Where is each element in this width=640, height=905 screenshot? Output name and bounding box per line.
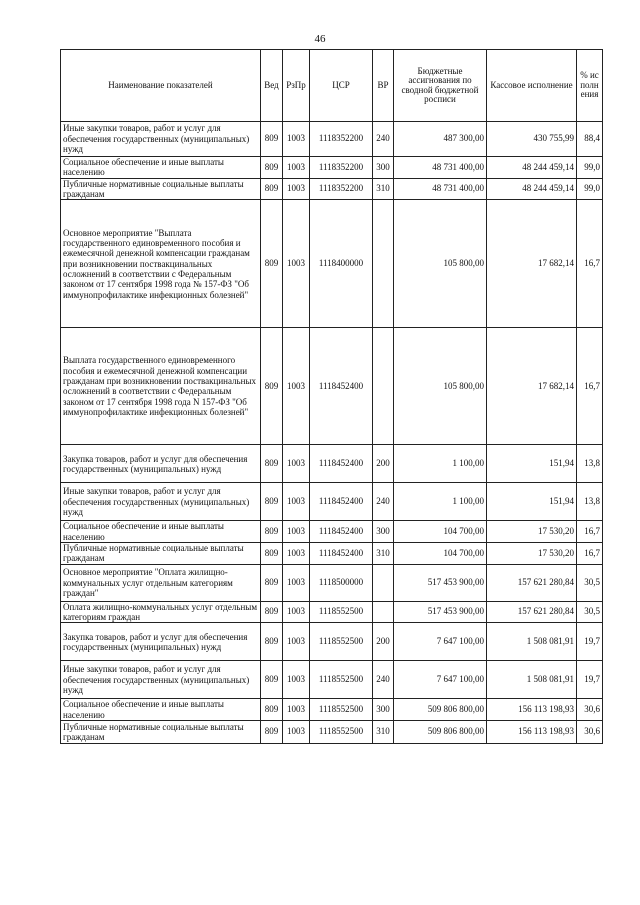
table-row [61,521,603,543]
cell-csr: 1118352200 [310,178,373,200]
cell-percent: 16,7 [577,521,603,543]
table-row [61,661,603,699]
cell-ved: 809 [261,601,283,623]
cell-assignments: 487 300,00 [394,122,487,157]
cell-assignments: 105 800,00 [394,328,487,445]
cell-vr [373,564,394,601]
cell-assignments: 105 800,00 [394,200,487,328]
cell-vr: 310 [373,543,394,565]
cell-csr: 1118552500 [310,623,373,661]
cell-vr [373,328,394,445]
table-row [61,721,603,744]
budget-table [60,49,603,744]
cell-ved: 809 [261,328,283,445]
cell-ved: 809 [261,623,283,661]
cell-percent: 30,6 [577,699,603,721]
table-row [61,483,603,521]
cell-rzpr: 1003 [283,661,310,699]
cell-name: Иные закупки товаров, работ и услуг для обеспечения государственных (муниципальных) нужд [61,483,261,521]
cell-vr: 300 [373,157,394,179]
cell-percent: 88,4 [577,122,603,157]
cell-rzpr: 1003 [283,699,310,721]
header-vr: ВР [373,50,394,122]
cell-rzpr: 1003 [283,564,310,601]
cell-percent: 16,7 [577,328,603,445]
cell-assignments: 104 700,00 [394,521,487,543]
cell-percent: 30,5 [577,601,603,623]
table-row [61,543,603,565]
cell-csr: 1118452400 [310,445,373,483]
cell-ved: 809 [261,521,283,543]
cell-percent: 16,7 [577,200,603,328]
cell-vr: 310 [373,178,394,200]
cell-rzpr: 1003 [283,445,310,483]
table-row [61,122,603,157]
cell-name: Иные закупки товаров, работ и услуг для обеспечения государственных (муниципальных) нужд [61,122,261,157]
cell-ved: 809 [261,721,283,744]
header-assignments: Бюджетные ассигнования по сводной бюджетной росписи [394,50,487,122]
cell-csr: 1118552500 [310,721,373,744]
cell-percent: 30,5 [577,564,603,601]
cell-assignments: 509 806 800,00 [394,721,487,744]
cell-cash-execution: 48 244 459,14 [487,157,577,179]
cell-cash-execution: 151,94 [487,445,577,483]
cell-rzpr: 1003 [283,122,310,157]
cell-rzpr: 1003 [283,601,310,623]
header-cash-execution: Кассовое исполнение [487,50,577,122]
table-row [61,178,603,200]
cell-cash-execution: 48 244 459,14 [487,178,577,200]
cell-vr [373,200,394,328]
cell-ved: 809 [261,122,283,157]
cell-csr: 1118500000 [310,564,373,601]
cell-percent: 99,0 [577,157,603,179]
cell-csr: 1118400000 [310,200,373,328]
cell-percent: 30,6 [577,721,603,744]
header-rzpr: РзПр [283,50,310,122]
cell-cash-execution: 1 508 081,91 [487,661,577,699]
cell-vr: 310 [373,721,394,744]
cell-csr: 1118452400 [310,521,373,543]
cell-name: Иные закупки товаров, работ и услуг для обеспечения государственных (муниципальных) нужд [61,661,261,699]
cell-cash-execution: 156 113 198,93 [487,721,577,744]
cell-assignments: 509 806 800,00 [394,699,487,721]
cell-name: Основное мероприятие "Выплата государственного единовременного пособия и ежемесячной денежной компенсации гражданам при возникновении поствакцинальных осложнений в соответствии с Федеральным законом от 17 сентября 1998 года № 157-ФЗ "Об иммунопрофилактике инфекционных болезней" [61,200,261,328]
header-ved: Вед [261,50,283,122]
cell-cash-execution: 151,94 [487,483,577,521]
cell-rzpr: 1003 [283,157,310,179]
header-percent: % исполнения [577,50,603,122]
cell-name: Публичные нормативные социальные выплаты гражданам [61,721,261,744]
cell-name: Выплата государственного единовременного пособия и ежемесячной денежной компенсации гражданам при возникновении поствакцинальных осложнений в соответствии с Федеральным законом от 17 сентября 1998 года N 157-ФЗ "Об иммунопрофилактике инфекционных болезней" [61,328,261,445]
cell-assignments: 104 700,00 [394,543,487,565]
cell-assignments: 48 731 400,00 [394,157,487,179]
cell-rzpr: 1003 [283,200,310,328]
cell-name: Закупка товаров, работ и услуг для обеспечения государственных (муниципальных) нужд [61,623,261,661]
cell-csr: 1118452400 [310,543,373,565]
cell-cash-execution: 156 113 198,93 [487,699,577,721]
cell-vr: 200 [373,623,394,661]
cell-assignments: 7 647 100,00 [394,661,487,699]
cell-rzpr: 1003 [283,178,310,200]
cell-csr: 1118452400 [310,483,373,521]
cell-assignments: 48 731 400,00 [394,178,487,200]
cell-percent: 99,0 [577,178,603,200]
cell-csr: 1118552500 [310,699,373,721]
cell-ved: 809 [261,157,283,179]
cell-ved: 809 [261,661,283,699]
cell-rzpr: 1003 [283,483,310,521]
table-row [61,623,603,661]
table-row [61,200,603,328]
header-name: Наименование показателей [61,50,261,122]
cell-vr [373,601,394,623]
cell-vr: 300 [373,699,394,721]
cell-csr: 1118552500 [310,601,373,623]
cell-rzpr: 1003 [283,521,310,543]
cell-name: Публичные нормативные социальные выплаты гражданам [61,543,261,565]
cell-name: Социальное обеспечение и иные выплаты населению [61,699,261,721]
cell-percent: 16,7 [577,543,603,565]
table-row [61,601,603,623]
cell-vr: 240 [373,122,394,157]
cell-assignments: 1 100,00 [394,445,487,483]
cell-rzpr: 1003 [283,328,310,445]
cell-assignments: 517 453 900,00 [394,564,487,601]
cell-name: Оплата жилищно-коммунальных услуг отдельным категориям граждан [61,601,261,623]
cell-rzpr: 1003 [283,623,310,661]
cell-assignments: 1 100,00 [394,483,487,521]
cell-cash-execution: 17 530,20 [487,543,577,565]
cell-ved: 809 [261,445,283,483]
cell-cash-execution: 157 621 280,84 [487,564,577,601]
cell-csr: 1118352200 [310,122,373,157]
table-row [61,564,603,601]
cell-vr: 240 [373,483,394,521]
table-row [61,699,603,721]
page-number: 46 [314,33,326,45]
cell-ved: 809 [261,543,283,565]
cell-name: Закупка товаров, работ и услуг для обеспечения государственных (муниципальных) нужд [61,445,261,483]
cell-cash-execution: 17 682,14 [487,328,577,445]
cell-csr: 1118352200 [310,157,373,179]
cell-ved: 809 [261,564,283,601]
cell-vr: 300 [373,521,394,543]
cell-ved: 809 [261,200,283,328]
cell-rzpr: 1003 [283,543,310,565]
header-csr: ЦСР [310,50,373,122]
cell-name: Социальное обеспечение и иные выплаты населению [61,521,261,543]
table-header-row [61,50,603,122]
cell-percent: 19,7 [577,661,603,699]
cell-assignments: 517 453 900,00 [394,601,487,623]
cell-assignments: 7 647 100,00 [394,623,487,661]
cell-name: Публичные нормативные социальные выплаты гражданам [61,178,261,200]
cell-rzpr: 1003 [283,721,310,744]
cell-vr: 200 [373,445,394,483]
cell-csr: 1118452400 [310,328,373,445]
cell-ved: 809 [261,699,283,721]
cell-name: Социальное обеспечение и иные выплаты населению [61,157,261,179]
table-row [61,157,603,179]
cell-cash-execution: 430 755,99 [487,122,577,157]
cell-percent: 13,8 [577,445,603,483]
cell-percent: 19,7 [577,623,603,661]
cell-cash-execution: 157 621 280,84 [487,601,577,623]
cell-ved: 809 [261,483,283,521]
cell-cash-execution: 17 530,20 [487,521,577,543]
cell-csr: 1118552500 [310,661,373,699]
table-row [61,328,603,445]
table-row [61,445,603,483]
cell-cash-execution: 1 508 081,91 [487,623,577,661]
cell-name: Основное мероприятие "Оплата жилищно-коммунальных услуг отдельным категориям граждан" [61,564,261,601]
cell-percent: 13,8 [577,483,603,521]
cell-vr: 240 [373,661,394,699]
cell-cash-execution: 17 682,14 [487,200,577,328]
cell-ved: 809 [261,178,283,200]
